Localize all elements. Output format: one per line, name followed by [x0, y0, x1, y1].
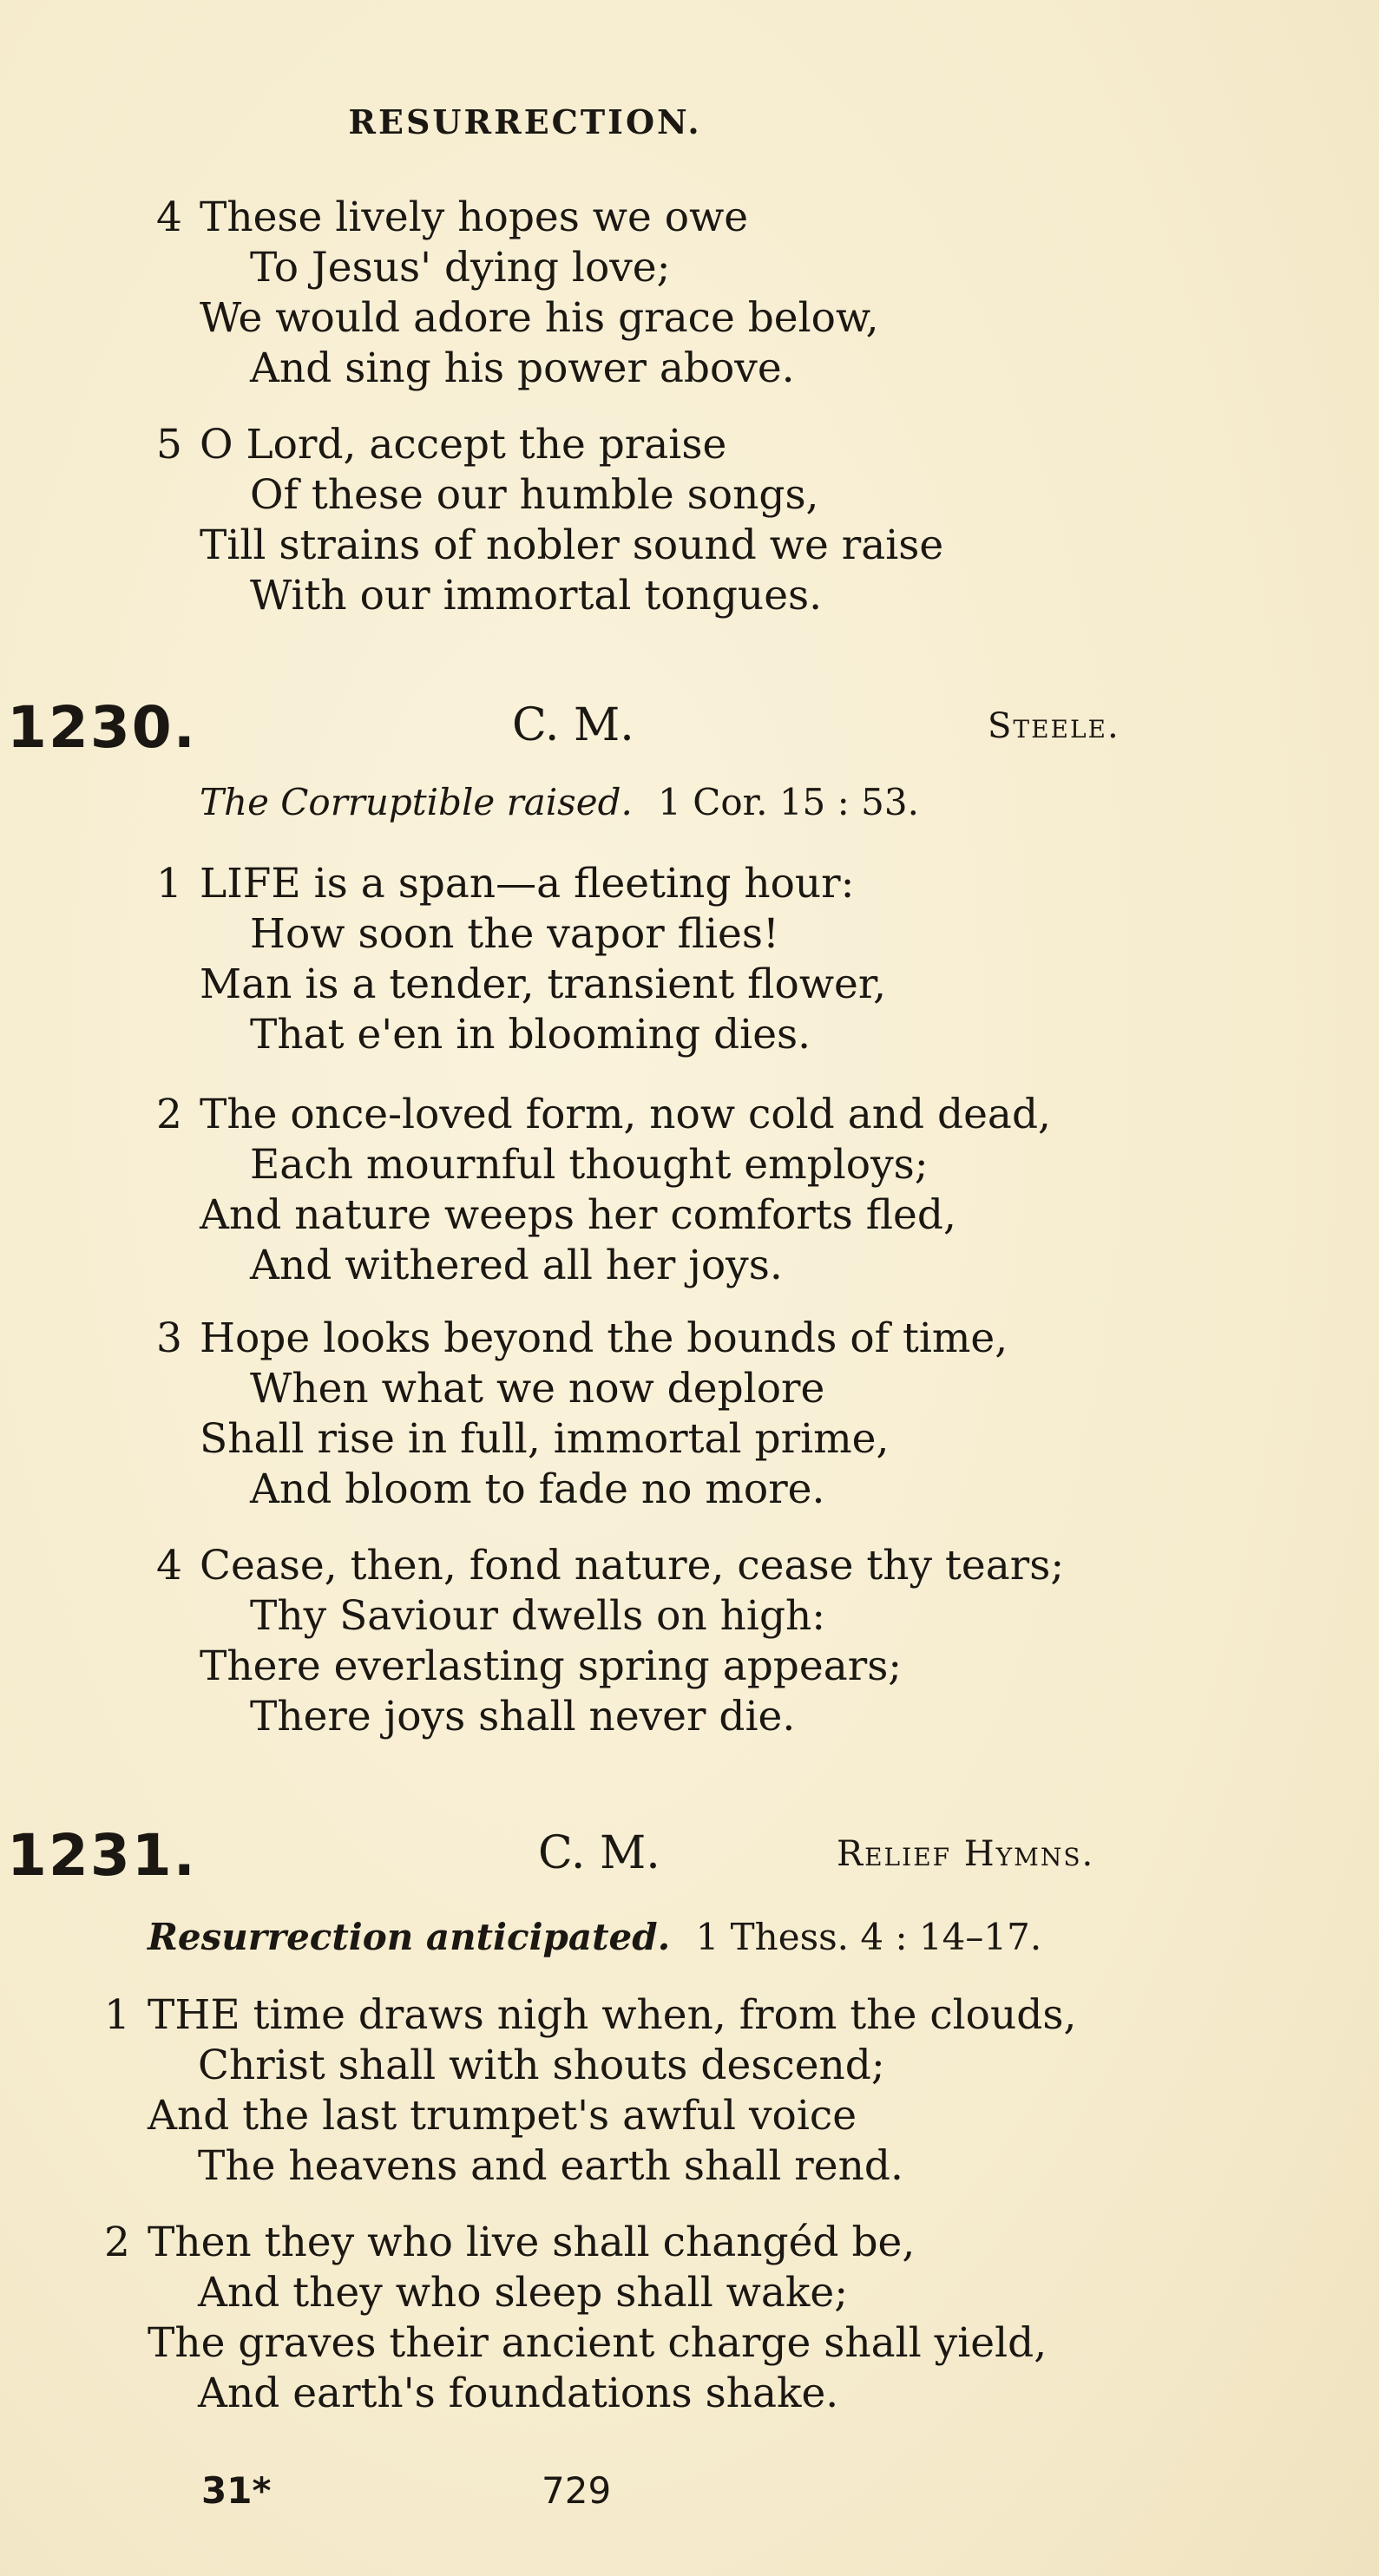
verse-line: Christ shall with shouts descend; — [198, 2042, 885, 2089]
verse-line: The graves their ancient charge shall yield, — [148, 2319, 1047, 2367]
verse-line: Man is a tender, transient flower, — [200, 960, 887, 1008]
verse-line: And nature weeps her comforts fled, — [200, 1191, 956, 1239]
hymn-1230-verse-4 — [156, 1541, 1065, 1742]
running-header: RESURRECTION. — [348, 102, 702, 141]
hymn-1230-verse-1 — [156, 859, 887, 1060]
hymn-scripture: 1 Thess. 4 : 14–17. — [695, 1916, 1042, 1958]
verse-line: And the last trumpet's awful voice — [148, 2092, 857, 2140]
hymn-title: The Corruptible raised. — [200, 781, 633, 823]
verse-line: To Jesus' dying love; — [250, 244, 671, 292]
verse-line: That e'en in blooming dies. — [250, 1011, 811, 1059]
hymn-subtitle — [148, 1916, 1041, 1958]
verse-line: Then they who live shall changéd be, — [148, 2219, 916, 2266]
verse-line: Cease, then, fond nature, cease thy tears; — [200, 1542, 1065, 1590]
hymn-author: Steele. — [988, 706, 1120, 746]
verse-line: And withered all her joys. — [250, 1242, 783, 1289]
verse-line: Each mournful thought employs; — [250, 1141, 929, 1189]
hymn-meter: C. M. — [538, 1827, 660, 1879]
hymn-header — [0, 694, 1379, 764]
hymn-scripture: 1 Cor. 15 : 53. — [658, 781, 919, 823]
verse-number: 1 — [156, 860, 182, 908]
verse-line: With our immortal tongues. — [250, 572, 823, 619]
hymn-header — [0, 1822, 1379, 1891]
verse-number: 1 — [104, 1991, 130, 2039]
page-number: 729 — [542, 2469, 612, 2512]
verse-line: There joys shall never die. — [250, 1693, 796, 1740]
hymn-1230-verse-3 — [156, 1314, 1008, 1515]
verse-line: LIFE is a span—a fleeting hour: — [200, 860, 855, 908]
hymn-subtitle — [200, 781, 919, 823]
verse-line: And sing his power above. — [250, 344, 795, 392]
verse-number: 5 — [156, 421, 182, 469]
verse-line: THE time draws nigh when, from the clouds, — [148, 1991, 1077, 2039]
hymn-1230-verse-2 — [156, 1090, 1051, 1291]
verse-line: How soon the vapor flies! — [250, 910, 779, 958]
verse-number: 2 — [156, 1091, 182, 1138]
hymn-author: Relief Hymns. — [837, 1834, 1095, 1874]
verse-line: And they who sleep shall wake; — [198, 2269, 849, 2317]
verse-line: When what we now deplore — [250, 1365, 825, 1413]
verse-number: 4 — [156, 193, 182, 241]
verse-line: These lively hopes we owe — [200, 193, 749, 241]
verse-line: Thy Saviour dwells on high: — [250, 1592, 826, 1640]
verse-line: The heavens and earth shall rend. — [198, 2142, 903, 2190]
verse-line: The once-loved form, now cold and dead, — [200, 1091, 1051, 1138]
prev-hymn-verse-5 — [156, 420, 944, 621]
verse-line: And earth's foundations shake. — [198, 2370, 839, 2417]
verse-line: O Lord, accept the praise — [200, 421, 727, 469]
verse-line: And bloom to fade no more. — [250, 1465, 825, 1513]
signature-mark: 31* — [201, 2469, 272, 2512]
verse-line: Of these our humble songs, — [250, 471, 819, 519]
verse-line: Till strains of nobler sound we raise — [200, 521, 944, 569]
verse-number: 2 — [104, 2219, 130, 2266]
verse-line: There everlasting spring appears; — [200, 1642, 903, 1690]
hymn-1231 — [0, 1822, 1379, 1891]
verse-line: Hope looks beyond the bounds of time, — [200, 1314, 1008, 1362]
prev-hymn-verse-4 — [156, 193, 879, 394]
hymn-title: Resurrection anticipated. — [148, 1916, 671, 1958]
hymn-number: 1231. — [7, 1822, 197, 1889]
verse-line: Shall rise in full, immortal prime, — [200, 1415, 890, 1463]
hymn-1230 — [0, 694, 1379, 764]
hymn-1231-verse-2 — [104, 2218, 1047, 2419]
verse-number: 3 — [156, 1314, 182, 1362]
verse-line: We would adore his grace below, — [200, 294, 879, 342]
hymn-meter: C. M. — [512, 699, 634, 751]
hymn-1231-verse-1 — [104, 1990, 1077, 2192]
verse-number: 4 — [156, 1542, 182, 1590]
hymn-number: 1230. — [7, 694, 197, 761]
